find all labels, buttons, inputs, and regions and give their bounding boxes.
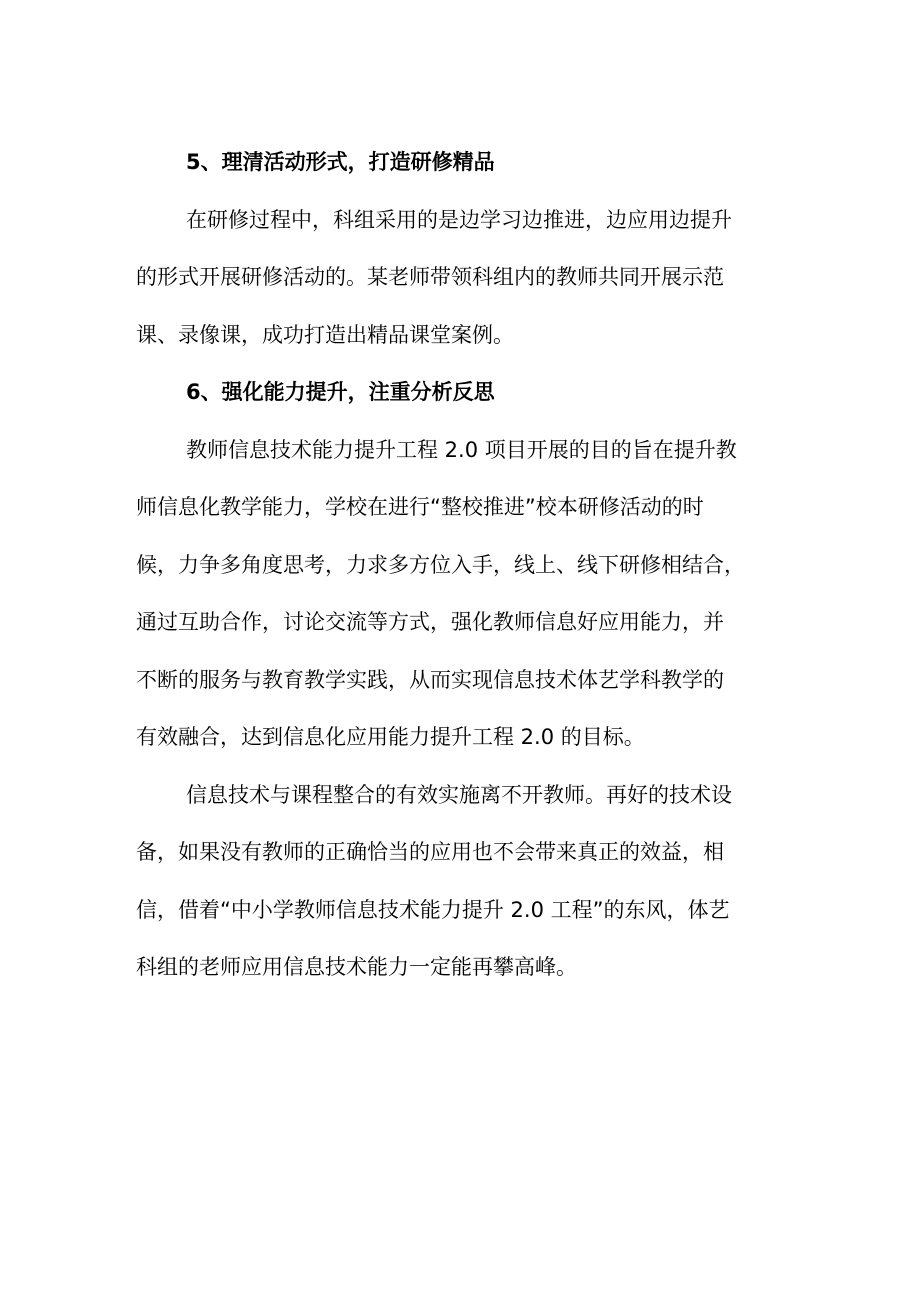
paragraph-line: 不断的服务与教育教学实践，从而实现信息技术体艺学科教学的 — [136, 667, 724, 692]
paragraph-line: 科组的老师应用信息技术能力一定能再攀高峰。 — [136, 955, 577, 979]
paragraph-line: 师信息化教学能力，学校在进行“整校推进”校本研修活动的时 — [136, 495, 704, 519]
paragraph-line: 通过互助合作，讨论交流等方式，强化教师信息好应用能力，并 — [136, 610, 724, 634]
paragraph-line: 在研修过程中，科组采用的是边学习边推进，边应用边提升 — [186, 207, 732, 232]
paragraph-line: 备，如果没有教师的正确恰当的应用也不会带来真正的效益，相 — [136, 840, 724, 864]
section-heading: 6、强化能力提升，注重分析反思 — [186, 380, 495, 404]
paragraph-line: 课、录像课，成功打造出精品课堂案例。 — [136, 322, 514, 347]
paragraph-line: 信息技术与课程整合的有效实施离不开教师。再好的技术设 — [186, 782, 732, 807]
paragraph-line: 信，借着“中小学教师信息技术能力提升 2.0 工程”的东风，体艺 — [136, 897, 730, 922]
paragraph-line: 的形式开展研修活动的。某老师带领科组内的教师共同开展示范 — [136, 265, 724, 289]
section-heading: 5、理清活动形式，打造研修精品 — [186, 150, 495, 174]
paragraph-line: 有效融合，达到信息化应用能力提升工程 2.0 的目标。 — [136, 725, 645, 749]
document-body — [136, 134, 804, 997]
paragraph — [136, 767, 804, 997]
paragraph — [136, 192, 804, 365]
paragraph — [136, 422, 804, 767]
paragraph-line: 教师信息技术能力提升工程 2.0 项目开展的目的旨在提升教 — [186, 437, 737, 462]
paragraph-line: 候，力争多角度思考，力求多方位入手，线上、线下研修相结合， — [136, 552, 745, 577]
